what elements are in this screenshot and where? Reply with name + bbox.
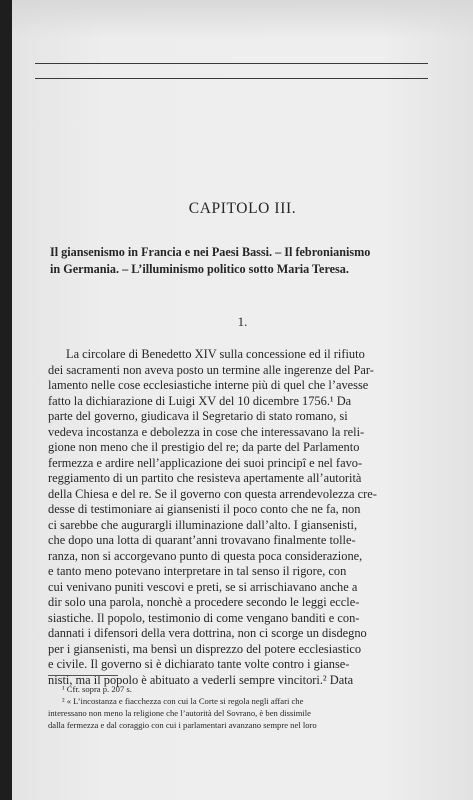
body-line: che dopo una lotta di quarant’anni trovavano finalmente tolle-	[48, 533, 356, 547]
body-line: fermezza e ardire nell’applicazione dei suoi principî e nel favo-	[48, 455, 363, 470]
chapter-title: CAPITOLO III.	[188, 200, 297, 217]
section-number: 1.	[237, 314, 248, 329]
body-line: dannati i difensori della vera dottrina, non ci scorge un disdegno	[48, 626, 367, 640]
body-line: ranza, non si accorgevano punto di questa poca considerazione,	[48, 548, 363, 563]
header-rule-top	[35, 63, 428, 64]
body-line: siastiche. Il popolo, testimonio di come vengano banditi e con-	[48, 610, 360, 625]
body-line: e tanto meno potevano interpretare in tal senso il rigore, con	[48, 564, 347, 578]
body-line: della Chiesa e del re. Se il governo con questa arrendevolezza cre-	[48, 486, 377, 501]
body-line: vedeva incostanza e debolezza in cose che interessavano la reli-	[48, 424, 365, 439]
chapter-subtitle	[50, 244, 440, 278]
subtitle-line: in Germania. – L’illuminismo politico sotto Maria Teresa.	[50, 262, 349, 276]
body-line: parte del governo, giudicava il Segretario di stato romano, si	[48, 409, 348, 423]
footnote-line: ² « L’incostanza e fiacchezza con cui la Corte si regola negli affari che	[62, 696, 304, 706]
body-line: lamento nelle cose ecclesiastiche interne più di quel che l’avesse	[48, 378, 369, 392]
subtitle-line: Il giansenismo in Francia e nei Paesi Bassi. – Il febronianismo	[50, 245, 371, 259]
book-page	[12, 0, 473, 800]
page-shadow	[12, 0, 473, 38]
footnote-line: dalla fermezza e dal coraggio con cui i parlamentari avanzano sempre nel loro	[48, 720, 317, 730]
body-line: desse di testimoniare ai giansenisti il poco conto che ne fa, non	[48, 502, 361, 516]
body-line: ci sarebbe che augurargli illuminazione dall’alto. I giansenisti,	[48, 517, 358, 532]
body-line: dei sacramenti non aveva posto un termine alle ingerenze del Par-	[48, 362, 374, 377]
body-text	[48, 347, 444, 688]
footnote-rule	[48, 675, 118, 676]
footnote-line: interessano non meno la religione che l’autorità del Sovrano, è ben dissimile	[48, 708, 311, 718]
body-line: La circolare di Benedetto XIV sulla concessione ed il rifiuto	[66, 347, 365, 361]
body-line: nisti, ma il popolo è abituato a vederli sempre vincitori.² Data	[48, 672, 354, 687]
footnotes	[48, 683, 444, 731]
body-line: gione non meno che il prestigio del re; da parte del Parlamento	[48, 440, 360, 454]
body-line: cui venivano puniti vescovi e preti, se si arrischiavano anche a	[48, 579, 358, 594]
body-line: reggiamento di un partito che resisteva apertamente all’autorità	[48, 471, 362, 485]
scan-edge	[0, 0, 12, 800]
body-line: fatto la dichiarazione di Luigi XV del 10 dicembre 1756.¹ Da	[48, 393, 352, 408]
body-line: dir solo una parola, nonchè a procedere secondo le leggi eccle-	[48, 595, 360, 609]
body-line: e civile. Il governo si è dichiarato tante volte contro i gianse-	[48, 657, 350, 671]
body-line: per i giansenisti, ma bensì un disprezzo del potere ecclesiastico	[48, 641, 362, 656]
header-rule-bottom	[35, 78, 428, 79]
footnote-line: ¹ Cfr. sopra p. 207 s.	[62, 684, 132, 694]
